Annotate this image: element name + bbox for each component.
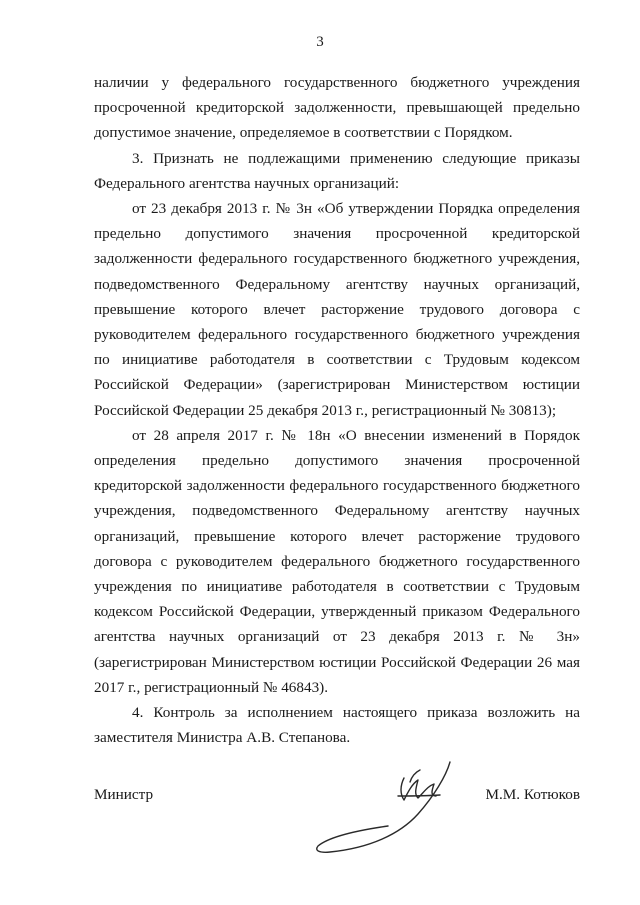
paragraph-order-2017: от 28 апреля 2017 г. № 18н «О внесении изменений в Порядок определения предельно допустимого значения просроченной кредиторской задолженности федерального государственного бюджетного учреждения, подведомственного Федеральному агентству научных организаций, превышение которого влечет расторжение трудового договора с руководителем федерального бюджетного государственного учреждения по инициативе работодателя в соответствии с Трудовым кодексом Российской Федерации, утвержденный приказом Федерального агентства научных организаций от 23 декабря 2013 г. № 3н» (зарегистрирован Министерством юстиции Российской Федерации 26 мая 2017 г., регистрационный № 46843). — [94, 426, 580, 696]
signer-name: М.М. Котюков — [485, 786, 580, 803]
page-number: 3 — [316, 34, 324, 50]
signer-title: Министр — [94, 786, 154, 803]
paragraph-item-3: 3. Признать не подлежащими применению следующие приказы Федерального агентства научных организаций: — [94, 149, 580, 192]
paragraph-item-4: 4. Контроль за исполнением настоящего приказа возложить на заместителя Министра А.В. Степанова. — [94, 704, 580, 747]
paragraph-order-2013: от 23 декабря 2013 г. № 3н «Об утверждении Порядка определения предельно допустимого значения просроченной кредиторской задолженности федерального государственного бюджетного учреждения, подведомственного Федеральному агентству научных организаций, превышение которого влечет расторжение трудового договора с руководителем федерального государственного бюджетного учреждения по инициативе работодателя в соответствии с Трудовым кодексом Российской Федерации» (зарегистрирован Министерством юстиции Российской Федерации 25 декабря 2013 г., регистрационный № 30813); — [94, 200, 580, 419]
document-body — [94, 70, 580, 750]
handwritten-signature — [300, 756, 470, 866]
paragraph-continuation: наличии у федерального государственного бюджетного учреждения просроченной кредиторской задолженности, превышающей предельно допустимое значение, определяемое в соответствии с Порядком. — [94, 74, 580, 142]
